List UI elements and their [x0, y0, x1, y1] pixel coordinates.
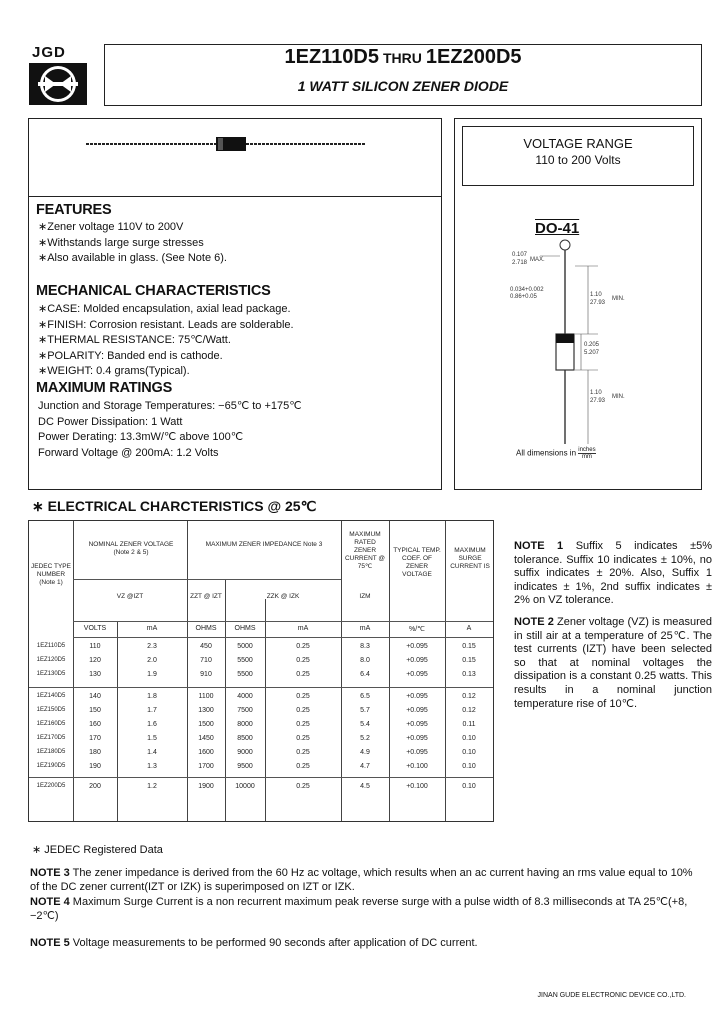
dim-3-suffix: MIN.	[612, 296, 625, 302]
electrical-title: ∗ ELECTRICAL CHARCTERISTICS @ 25℃	[32, 498, 317, 514]
table-cell: 0.10	[462, 783, 476, 790]
table-cell: 0.25	[296, 735, 310, 742]
table-cell: 1EZ130D5	[36, 671, 66, 677]
table-cell: 4.5	[360, 783, 370, 790]
header-zzk: ZZK @ IZK	[266, 593, 300, 600]
table-cell: 5500	[237, 657, 253, 664]
header-jedec: JEDEC TYPE NUMBER (Note 1)	[31, 563, 71, 586]
note-2	[514, 616, 712, 711]
table-cell: 6.5	[360, 693, 370, 700]
mechanical-title: MECHANICAL CHARACTERISTICS	[36, 283, 271, 299]
notes-right	[514, 540, 712, 719]
header-vz: VZ @IZT	[116, 593, 144, 600]
max-ratings-title: MAXIMUM RATINGS	[36, 380, 173, 396]
dims-unit-bot: mm	[581, 454, 592, 460]
table-cell: 1EZ170D5	[36, 735, 66, 741]
mechanical-item: ∗ POLARITY: Banded end is cathode.	[38, 349, 294, 365]
table-cell: 910	[200, 671, 212, 678]
package-drawing	[478, 236, 638, 446]
unit-cell: OHMS	[234, 625, 256, 632]
table-cell: 2.3	[147, 643, 157, 650]
header-izm: IZM	[359, 593, 371, 600]
table-cell: +0.095	[406, 643, 428, 650]
voltage-range-value: 110 to 200 Volts	[535, 153, 621, 167]
features-title: FEATURES	[36, 202, 112, 218]
table-cell: +0.095	[406, 749, 428, 756]
unit-cell: mA	[359, 625, 371, 632]
dim-1-bot: 2.718	[512, 260, 528, 266]
rating-line: Power Derating: 13.3mW/℃ above 100℃	[38, 431, 244, 443]
rating-line: Junction and Storage Temperatures: −65℃ to +175℃	[38, 400, 302, 412]
feature-item: ∗ Also available in glass. (See Note 6).	[38, 251, 227, 267]
dimensions-note	[516, 447, 596, 460]
table-cell: 0.25	[296, 783, 310, 790]
table-cell: +0.095	[406, 657, 428, 664]
table-cell: 5500	[237, 671, 253, 678]
dim-5-bot: 27.93	[590, 398, 606, 404]
table-cell: +0.095	[406, 671, 428, 678]
diode-image	[86, 133, 366, 155]
dim-2-top: 0.034+0.002	[510, 287, 544, 293]
dim-4-bot: 5.207	[584, 350, 600, 356]
table-cell: 1.3	[147, 763, 157, 770]
note-5	[30, 936, 700, 950]
table-cell: 170	[89, 735, 101, 742]
table-cell: 5.7	[360, 707, 370, 714]
table-cell: 1900	[198, 783, 214, 790]
note-1	[514, 540, 712, 608]
dim-5-top: 1.10	[590, 390, 602, 396]
title-thru: THRU	[383, 50, 422, 66]
table-cell: 0.10	[462, 749, 476, 756]
table-cell: +0.095	[406, 735, 428, 742]
table-cell: 0.11	[462, 721, 476, 728]
unit-cell: OHMS	[195, 625, 217, 632]
table-cell: +0.095	[406, 721, 428, 728]
dim-2-bot: 0.86+0.05	[510, 294, 537, 300]
unit-cell: mA	[297, 625, 309, 632]
note-3	[30, 866, 700, 894]
unit-cell: %/℃	[408, 626, 426, 633]
table-cell: 4000	[237, 693, 253, 700]
table-cell: 160	[89, 721, 101, 728]
table-cell: 1.9	[147, 671, 157, 678]
dim-1-suffix: MAX.	[530, 257, 545, 263]
note-4-label: NOTE 4	[30, 896, 70, 908]
table-cell: 4.9	[360, 749, 370, 756]
table-cell: 7500	[237, 707, 253, 714]
dim-3-top: 1.10	[590, 292, 602, 298]
rating-line: Forward Voltage @ 200mA: 1.2 Volts	[38, 446, 219, 459]
table-cell: +0.100	[406, 763, 428, 770]
table-cell: 0.25	[296, 749, 310, 756]
header-current: MAXIMUM RATED ZENER CURRENT @ 75℃	[344, 531, 386, 570]
dim-5-suffix: MIN.	[612, 394, 625, 400]
table-cell: 0.10	[462, 735, 476, 742]
voltage-range-title: VOLTAGE RANGE	[523, 136, 633, 151]
table-cell: 0.15	[462, 657, 476, 664]
table-cell: 5.2	[360, 735, 370, 742]
note-2-text: Zener voltage (VZ) is measured in still air at a temperature of 25℃. The test currents (IZT) have been selected so that at nominal voltages the dissipation is a constant 0.25 watts. This results in a nominal junction temperature rise of 10℃.	[514, 615, 713, 710]
title-left: 1EZ110D5	[284, 46, 379, 68]
table-cell: 5000	[237, 643, 253, 650]
page-title	[104, 46, 702, 69]
table-cell: 0.25	[296, 671, 310, 678]
feature-item: ∗ Zener voltage 110V to 200V	[38, 220, 227, 236]
dims-note-text: All dimensions in	[516, 448, 577, 458]
feature-item: ∗ Withstands large surge stresses	[38, 236, 227, 252]
table-cell: 1.7	[147, 707, 157, 714]
note-4-text: Maximum Surge Current is a non recurrent maximum peak reverse surge with a pulse width of 8.3 milliseconds at TA 25℃(+8, −2℃)	[30, 896, 688, 922]
table-cell: 0.10	[462, 763, 476, 770]
table-cell: 8500	[237, 735, 253, 742]
electrical-table	[28, 520, 494, 822]
logo-icon	[28, 62, 88, 106]
table-cell: 150	[89, 707, 101, 714]
table-cell: 10000	[235, 783, 255, 790]
table-cell: 1600	[198, 749, 214, 756]
table-cell: 0.25	[296, 707, 310, 714]
dim-4-top: 0.205	[584, 342, 600, 348]
table-cell: 710	[200, 657, 212, 664]
note-1-text: Suffix 5 indicates ±5% tolerance. Suffix 10 indicates ± 10%, no suffix indicates ± 20%. Also, Suffix 1 indicates ± 1%, 2nd suffix indicates ± 2% on VZ tolerance.	[514, 540, 713, 607]
header-nominal: NOMINAL ZENER VOLTAGE (Note 2 & 5)	[88, 541, 174, 556]
table-cell: 450	[200, 643, 212, 650]
table-cell: 9000	[237, 749, 253, 756]
table-cell: 0.25	[296, 763, 310, 770]
dims-unit-top: inches	[578, 447, 596, 453]
table-cell: 1EZ180D5	[36, 749, 66, 755]
table-cell: 9500	[237, 763, 253, 770]
features-list	[38, 220, 227, 267]
table-cell: 8000	[237, 721, 253, 728]
left-divider	[28, 196, 442, 197]
table-cell: 120	[89, 657, 101, 664]
note-1-label: NOTE 1	[514, 540, 564, 552]
table-cell: +0.095	[406, 707, 428, 714]
page-subtitle: 1 WATT SILICON ZENER DIODE	[297, 78, 509, 94]
table-cell: 4.7	[360, 763, 370, 770]
header-tempcoef: TYPICAL TEMP. COEF. OF ZENER VOLTAGE	[393, 547, 441, 578]
table-cell: 1EZ120D5	[36, 657, 66, 663]
table-cell: 0.13	[462, 671, 476, 678]
table-cell: +0.095	[406, 693, 428, 700]
mechanical-item: ∗ FINISH: Corrosion resistant. Leads are solderable.	[38, 318, 294, 334]
table-cell: 0.25	[296, 721, 310, 728]
table-cell: 0.12	[462, 693, 476, 700]
table-cell: 140	[89, 693, 101, 700]
table-cell: 1700	[198, 763, 214, 770]
table-cell: 1EZ150D5	[36, 707, 66, 713]
table-cell: 1500	[198, 721, 214, 728]
max-ratings-list	[38, 399, 302, 461]
table-cell: 1EZ110D5	[36, 643, 66, 649]
table-cell: 1.4	[147, 749, 157, 756]
table-cell: 0.25	[296, 693, 310, 700]
mechanical-item: ∗ THERMAL RESISTANCE: 75℃/Watt.	[38, 333, 294, 349]
mechanical-list	[38, 302, 294, 380]
note-3-label: NOTE 3	[30, 867, 70, 879]
header-surge: MAXIMUM SURGE CURRENT IS	[450, 547, 490, 570]
table-cell: 1100	[198, 693, 214, 700]
header-impedance: MAXIMUM ZENER IMPEDANCE Note 3	[205, 541, 323, 548]
table-cell: 8.3	[360, 643, 370, 650]
dim-3-bot: 27.93	[590, 300, 606, 306]
table-cell: 190	[89, 763, 101, 770]
table-cell: 0.15	[462, 643, 476, 650]
note-5-label: NOTE 5	[30, 937, 70, 949]
logo-text: JGD	[32, 44, 66, 61]
unit-cell: VOLTS	[83, 625, 107, 632]
table-cell: 1EZ160D5	[36, 721, 66, 727]
table-cell: +0.100	[406, 783, 428, 790]
table-cell: 200	[89, 783, 101, 790]
mechanical-item: ∗ WEIGHT: 0.4 grams(Typical).	[38, 364, 294, 380]
table-cell: 1.2	[147, 783, 157, 790]
table-cell: 6.4	[360, 671, 370, 678]
note-4	[30, 895, 700, 923]
dim-1-top: 0.107	[512, 252, 528, 258]
table-cell: 1EZ140D5	[36, 693, 66, 699]
note-2-label: NOTE 2	[514, 615, 554, 628]
table-cell: 2.0	[147, 657, 157, 664]
package-label: DO-41	[535, 220, 580, 237]
rating-line: DC Power Dissipation: 1 Watt	[38, 415, 183, 428]
table-cell: 1.6	[147, 721, 157, 728]
mechanical-item: ∗ CASE: Molded encapsulation, axial lead package.	[38, 302, 294, 318]
header-zzt: ZZT @ IZT	[190, 593, 222, 600]
table-cell: 130	[89, 671, 101, 678]
note-3-text: The zener impedance is derived from the 60 Hz ac voltage, which results when an ac current having an rms value equal to 10% of the DC zener current(IZT or IZK) is superimposed on IZT or IZK.	[30, 867, 693, 893]
unit-cell: mA	[146, 625, 158, 632]
footer: JINAN GUDE ELECTRONIC DEVICE CO.,LTD.	[537, 992, 686, 999]
table-cell: 110	[89, 643, 101, 650]
table-cell: 1.5	[147, 735, 157, 742]
table-cell: 0.12	[462, 707, 476, 714]
note-5-text: Voltage measurements to be performed 90 seconds after application of DC current.	[72, 937, 478, 949]
table-cell: 1.8	[147, 693, 157, 700]
table-cell: 0.25	[296, 643, 310, 650]
table-cell: 1EZ200D5	[36, 783, 66, 789]
jedec-note: ∗ JEDEC Registered Data	[32, 844, 163, 856]
table-cell: 180	[89, 749, 101, 756]
table-cell: 0.25	[296, 657, 310, 664]
table-cell: 1EZ190D5	[36, 763, 66, 769]
title-right: 1EZ200D5	[425, 46, 522, 68]
table-cell: 5.4	[360, 721, 370, 728]
table-cell: 8.0	[360, 657, 370, 664]
table-cell: 1450	[198, 735, 214, 742]
table-cell: 1300	[198, 707, 214, 714]
unit-cell: A	[466, 625, 472, 632]
